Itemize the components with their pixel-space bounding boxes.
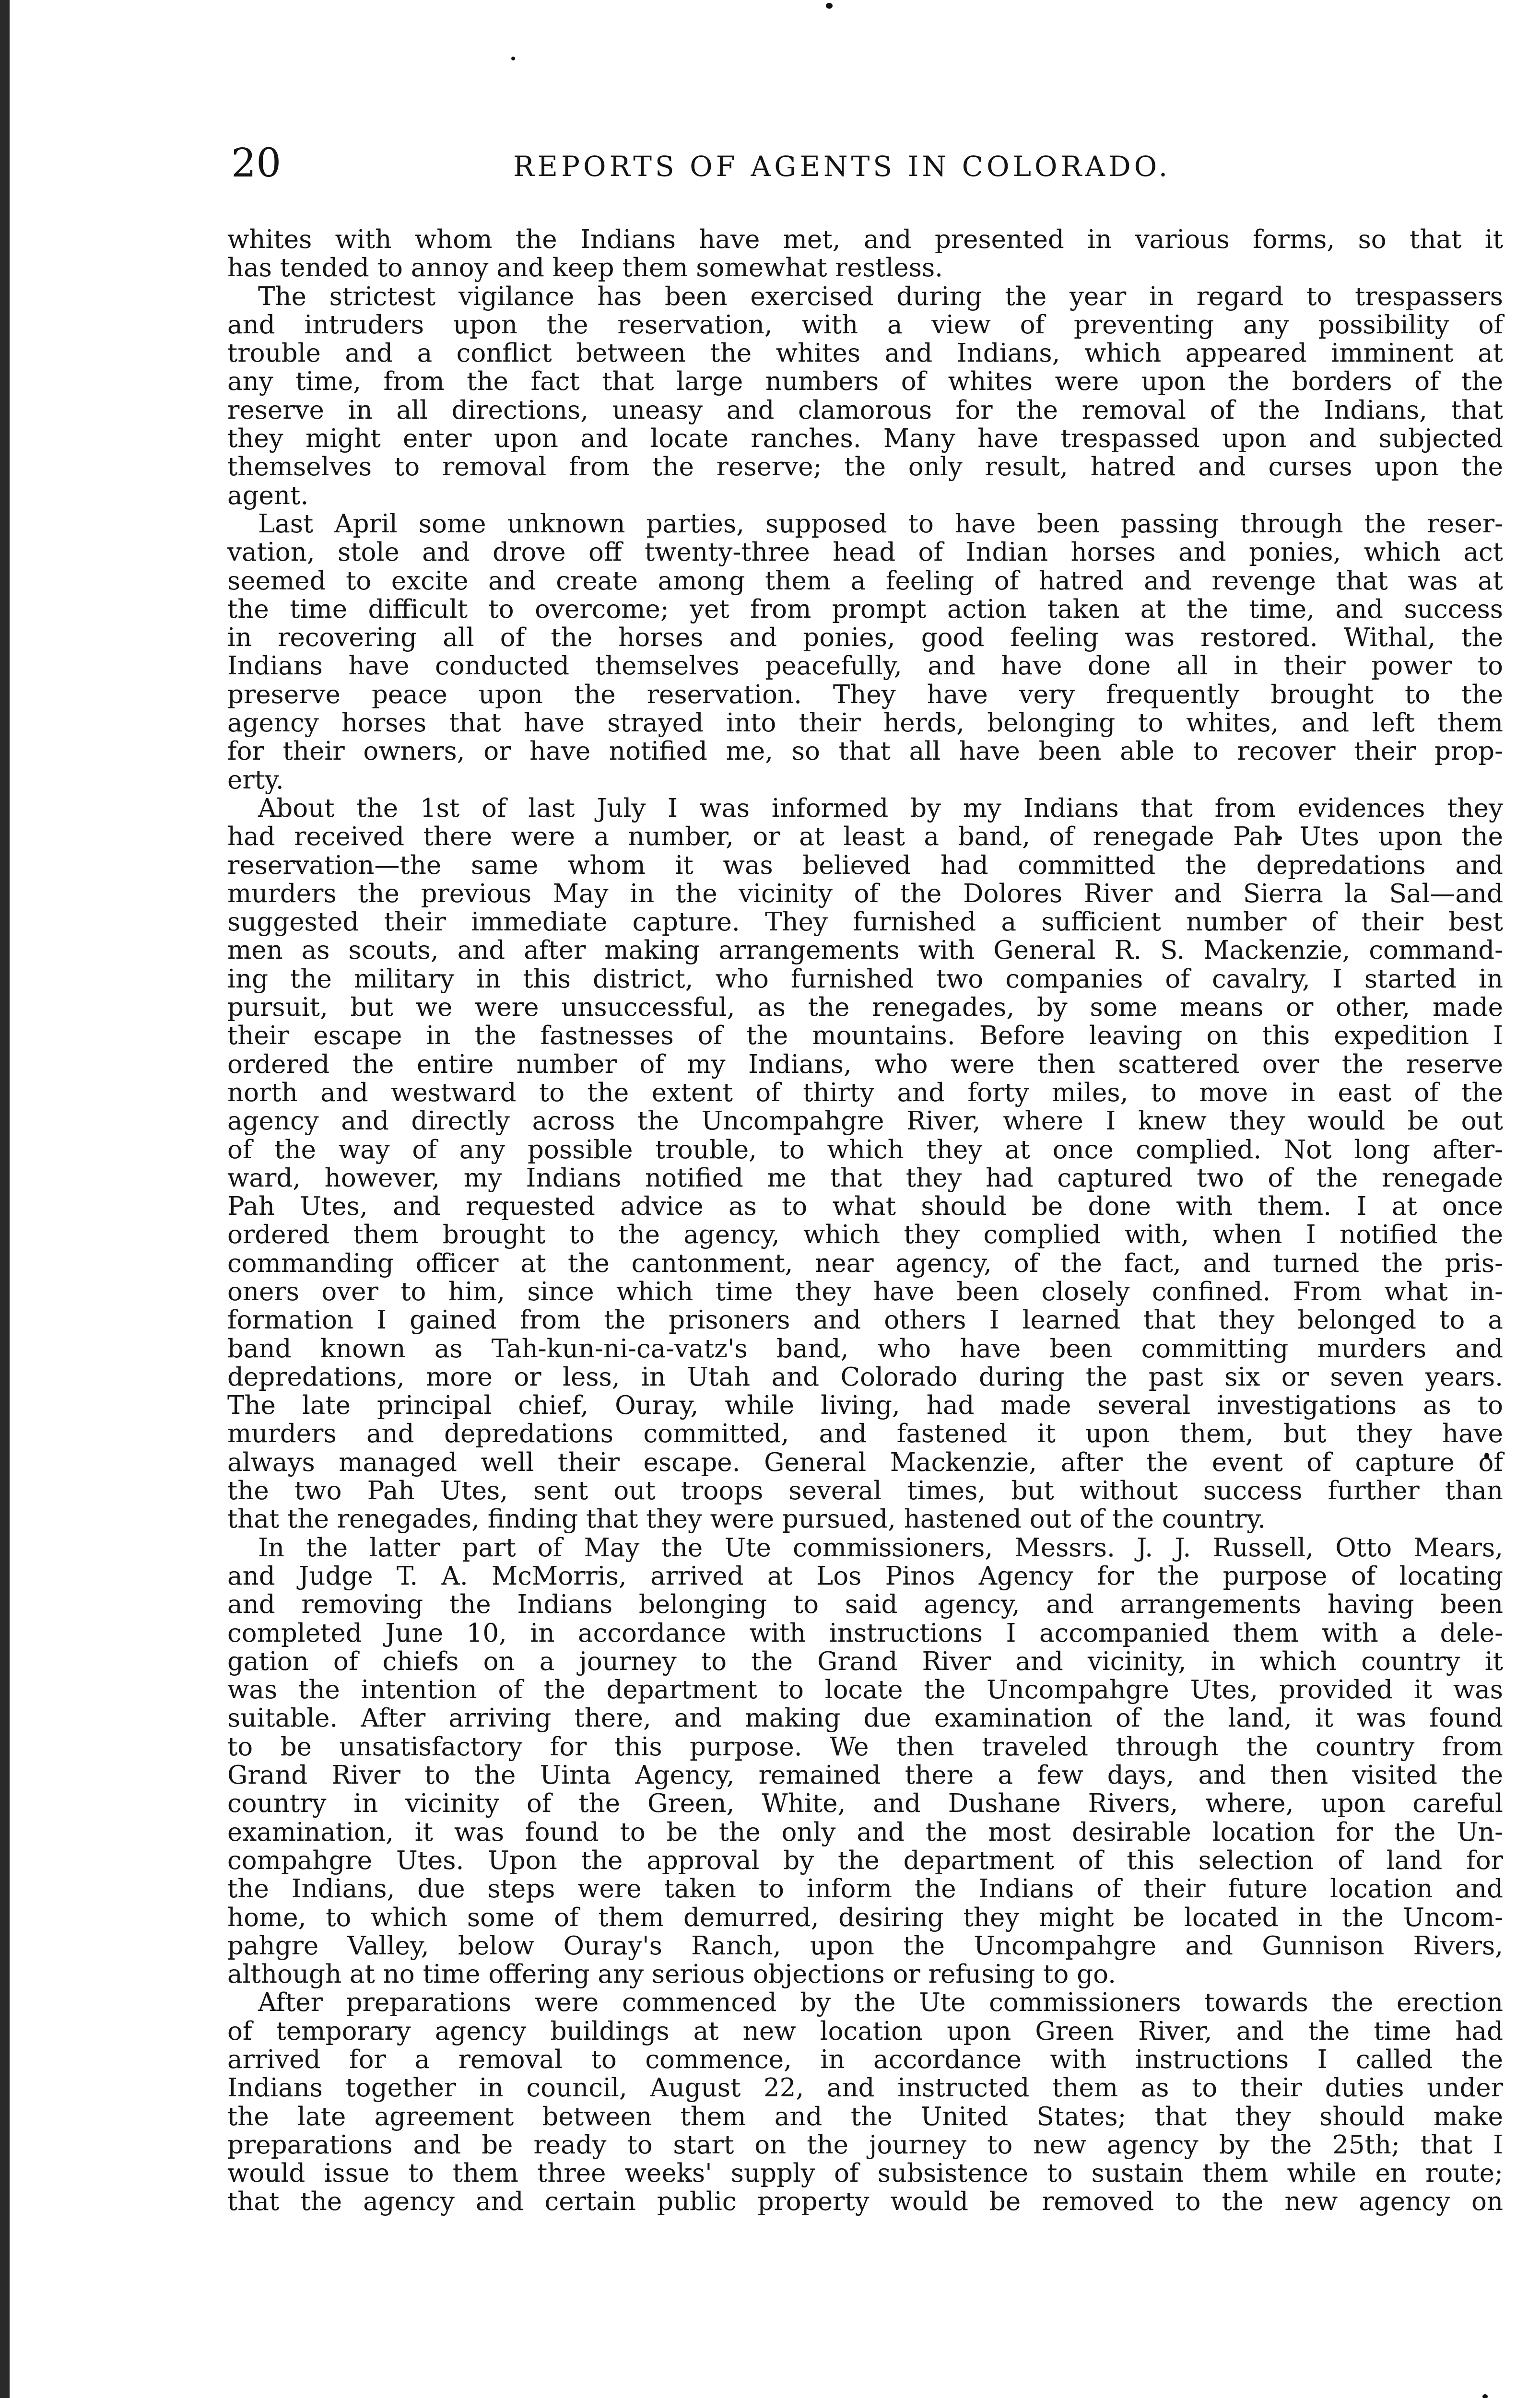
text-line: Grand River to the Uinta Agency, remained there a few days, and then visited the <box>227 1761 1503 1790</box>
text-line: and intruders upon the reservation, with a view of preventing any possibility of <box>227 310 1503 340</box>
text-line: pahgre Valley, below Ouray's Ranch, upon the Uncompahgre and Gunnison Rivers, <box>227 1931 1503 1961</box>
text-line: In the latter part of May the Ute commissioners, Messrs. J. J. Russell, Otto Mears, <box>258 1533 1503 1563</box>
text-line: preparations and be ready to start on the journey to new agency by the 25th; that I <box>227 2130 1503 2160</box>
text-line: country in vicinity of the Green, White, and Dushane Rivers, where, upon careful <box>227 1789 1503 1819</box>
text-line: ward, however, my Indians notified me that they had captured two of the renegade <box>227 1163 1503 1193</box>
text-line: ordered them brought to the agency, which they complied with, when I notified the <box>227 1220 1503 1250</box>
text-line: and removing the Indians belonging to said agency, and arrangements having been <box>227 1590 1503 1620</box>
text-line: of the way of any possible trouble, to which they at once complied. Not long after- <box>227 1135 1503 1164</box>
text-line: although at no time offering any serious objections or refusing to go. <box>227 1960 1116 1989</box>
text-line: erty. <box>227 765 284 795</box>
scan-edge-left <box>0 0 10 2398</box>
text-line: ordered the entire number of my Indians, who were then scattered over the reserve <box>227 1049 1503 1079</box>
text-line: oners over to him, since which time they have been closely confined. From what in- <box>227 1277 1503 1306</box>
text-line: of temporary agency buildings at new location upon Green River, and the time had <box>227 2016 1503 2046</box>
text-line: agency horses that have strayed into their herds, belonging to whites, and left them <box>227 708 1503 738</box>
text-line: had received there were a number, or at least a band, of renegade Pah Utes upon the <box>227 822 1503 852</box>
text-line: home, to which some of them demurred, desiring they might be located in the Uncom- <box>227 1903 1503 1932</box>
text-line: After preparations were commenced by the Ute commissioners towards the erection <box>258 1988 1503 2018</box>
text-line: murders and depredations committed, and fastened it upon them, but they have <box>227 1419 1503 1449</box>
text-line: arrived for a removal to commence, in accordance with instructions I called the <box>227 2045 1503 2074</box>
text-line: Pah Utes, and requested advice as to what should be done with them. I at once <box>227 1192 1503 1222</box>
text-line: reservation—the same whom it was believed had committed the depredations and <box>227 850 1503 880</box>
text-line: men as scouts, and after making arrangements with General R. S. Mackenzie, command- <box>227 936 1503 965</box>
text-line: murders the previous May in the vicinity of the Dolores River and Sierra la Sal—and <box>227 879 1503 908</box>
text-line: reserve in all directions, uneasy and clamorous for the removal of the Indians, that <box>227 395 1503 425</box>
text-line: in recovering all of the horses and ponies, good feeling was restored. Withal, the <box>227 623 1503 653</box>
text-line: suggested their immediate capture. They furnished a sufficient number of their best <box>227 907 1503 937</box>
text-line: preserve peace upon the reservation. They have very frequently brought to the <box>227 680 1503 709</box>
text-line: suitable. After arriving there, and making due examination of the land, it was found <box>227 1704 1503 1733</box>
text-line: and Judge T. A. McMorris, arrived at Los Pinos Agency for the purpose of locating <box>227 1561 1503 1591</box>
text-line: always managed well their escape. General Mackenzie, after the event of capture of <box>227 1447 1503 1477</box>
text-line: Last April some unknown parties, supposed to have been passing through the reser- <box>258 509 1503 539</box>
running-head: REPORTS OF AGENTS IN COLORADO. <box>513 150 1171 183</box>
text-line: About the 1st of last July I was informed by my Indians that from evidences they <box>258 793 1503 823</box>
text-line: themselves to removal from the reserve; the only result, hatred and curses upon the <box>227 452 1503 482</box>
text-line: agent. <box>227 481 309 510</box>
scan-speck <box>1482 2394 1488 2398</box>
text-line: Indians have conducted themselves peacefully, and have done all in their power to <box>227 651 1503 681</box>
text-line: The strictest vigilance has been exercised during the year in regard to trespassers <box>258 282 1503 311</box>
text-line: gation of chiefs on a journey to the Grand River and vicinity, in which country it <box>227 1646 1503 1676</box>
text-line: was the intention of the department to locate the Uncompahgre Utes, provided it was <box>227 1675 1503 1705</box>
text-line: agency and directly across the Uncompahgre River, where I knew they would be out <box>227 1106 1503 1136</box>
text-line: for their owners, or have notified me, so that all have been able to recover their prop- <box>227 737 1503 766</box>
report-body-text <box>227 225 1503 2216</box>
text-line: to be unsatisfactory for this purpose. We then traveled through the country from <box>227 1732 1503 1762</box>
text-line: seemed to excite and create among them a feeling of hatred and revenge that was at <box>227 566 1503 596</box>
text-line: Indians together in council, August 22, and instructed them as to their duties under <box>227 2073 1503 2103</box>
text-line: that the agency and certain public property would be removed to the new agency on <box>227 2187 1503 2217</box>
text-line: ing the military in this district, who furnished two companies of cavalry, I started in <box>227 964 1503 994</box>
text-line: whites with whom the Indians have met, and presented in various forms, so that it <box>227 225 1503 254</box>
text-line: the Indians, due steps were taken to inform the Indians of their future location and <box>227 1874 1503 1904</box>
text-line: has tended to annoy and keep them somewhat restless. <box>227 253 943 283</box>
text-line: the late agreement between them and the United States; that they should make <box>227 2102 1503 2131</box>
text-line: vation, stole and drove off twenty-three head of Indian horses and ponies, which act <box>227 538 1503 567</box>
text-line: completed June 10, in accordance with instructions I accompanied them with a dele- <box>227 1618 1503 1648</box>
text-line: would issue to them three weeks' supply of subsistence to sustain them while en route; <box>227 2159 1503 2188</box>
text-line: that the renegades, finding that they were pursued, hastened out of the country. <box>227 1505 1266 1534</box>
text-line: any time, from the fact that large numbers of whites were upon the borders of the <box>227 367 1503 397</box>
scan-speck <box>511 57 515 60</box>
text-line: they might enter upon and locate ranches. Many have trespassed upon and subjected <box>227 424 1503 454</box>
text-line: pursuit, but we were unsuccessful, as the renegades, by some means or other, made <box>227 993 1503 1023</box>
scan-speck <box>826 3 833 9</box>
text-line: compahgre Utes. Upon the approval by the department of this selection of land for <box>227 1846 1503 1875</box>
text-line: their escape in the fastnesses of the mountains. Before leaving on this expedition I <box>227 1021 1503 1051</box>
text-line: trouble and a conflict between the whites and Indians, which appeared imminent at <box>227 339 1503 368</box>
text-line: band known as Tah-kun-ni-ca-vatz's band, who have been committing murders and <box>227 1334 1503 1364</box>
page-number: 20 <box>231 141 282 186</box>
text-line: examination, it was found to be the only and the most desirable location for the Un- <box>227 1817 1503 1847</box>
text-line: commanding officer at the cantonment, near agency, of the fact, and turned the pris- <box>227 1248 1503 1278</box>
text-line: the two Pah Utes, sent out troops several times, but without success further than <box>227 1476 1503 1506</box>
text-line: depredations, more or less, in Utah and Colorado during the past six or seven years. <box>227 1362 1503 1392</box>
text-line: The late principal chief, Ouray, while living, had made several investigations as to <box>227 1391 1503 1421</box>
text-line: the time difficult to overcome; yet from prompt action taken at the time, and success <box>227 594 1503 624</box>
text-line: formation I gained from the prisoners and others I learned that they belonged to a <box>227 1305 1503 1335</box>
text-line: north and westward to the extent of thirty and forty miles, to move in east of the <box>227 1078 1503 1107</box>
